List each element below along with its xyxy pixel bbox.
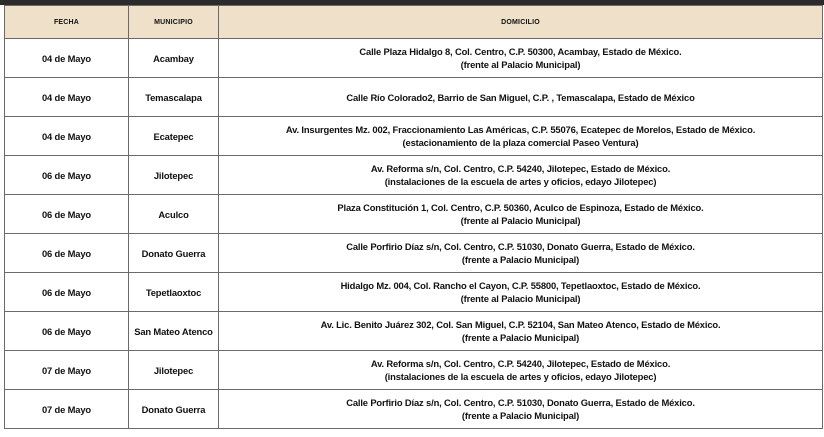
cell-domicilio	[219, 39, 823, 78]
cell-domicilio	[219, 195, 823, 234]
cell-domicilio	[219, 117, 823, 156]
domicilio-line: Av. Insurgentes Mz. 002, Fraccionamiento Las Américas, C.P. 55076, Ecatepec de Morelos, Estado de México.	[285, 124, 756, 135]
header-domicilio: DOMICILIO	[219, 6, 823, 39]
cell-municipio: Tepetlaoxtoc	[129, 273, 219, 312]
table-row	[5, 39, 823, 78]
cell-municipio: Donato Guerra	[129, 234, 219, 273]
domicilio-line: Av. Lic. Benito Juárez 302, Col. San Miguel, C.P. 52104, San Mateo Atenco, Estado de México.	[320, 319, 721, 330]
table-header	[5, 6, 823, 39]
cell-domicilio	[219, 156, 823, 195]
cell-domicilio	[219, 390, 823, 429]
domicilio-line: (instalaciones de la escuela de artes y oficios, edayo Jilotepec)	[384, 371, 657, 382]
domicilio-line: (frente a Palacio Municipal)	[461, 332, 580, 343]
cell-fecha: 06 de Mayo	[5, 312, 129, 351]
table-row	[5, 273, 823, 312]
cell-fecha: 06 de Mayo	[5, 156, 129, 195]
cell-fecha: 04 de Mayo	[5, 78, 129, 117]
cell-fecha: 07 de Mayo	[5, 390, 129, 429]
cell-fecha: 06 de Mayo	[5, 195, 129, 234]
domicilio-line: (frente al Palacio Municipal)	[460, 293, 581, 304]
table-row	[5, 390, 823, 429]
cell-municipio: Temascalapa	[129, 78, 219, 117]
cell-municipio: Aculco	[129, 195, 219, 234]
table-row	[5, 351, 823, 390]
domicilio-line: Calle Plaza Hidalgo 8, Col. Centro, C.P. 50300, Acambay, Estado de México.	[359, 46, 682, 57]
cell-fecha: 06 de Mayo	[5, 234, 129, 273]
table-row	[5, 234, 823, 273]
header-fecha: FECHA	[5, 6, 129, 39]
header-row	[5, 6, 823, 39]
schedule-table	[4, 5, 823, 429]
domicilio-line: (instalaciones de la escuela de artes y oficios, edayo Jilotepec)	[384, 176, 657, 187]
cell-municipio: Jilotepec	[129, 351, 219, 390]
cell-fecha: 04 de Mayo	[5, 117, 129, 156]
domicilio-line: Calle Porfirio Díaz s/n, Col. Centro, C.P. 51030, Donato Guerra, Estado de México.	[346, 241, 695, 252]
cell-municipio: San Mateo Atenco	[129, 312, 219, 351]
domicilio-line: (frente a Palacio Municipal)	[461, 410, 580, 421]
domicilio-line: Av. Reforma s/n, Col. Centro, C.P. 54240, Jilotepec, Estado de México.	[370, 163, 671, 174]
cell-fecha: 04 de Mayo	[5, 39, 129, 78]
cell-municipio: Ecatepec	[129, 117, 219, 156]
cell-municipio: Acambay	[129, 39, 219, 78]
cell-municipio: Donato Guerra	[129, 390, 219, 429]
cell-domicilio	[219, 78, 823, 117]
cell-municipio: Jilotepec	[129, 156, 219, 195]
domicilio-line: Hidalgo Mz. 004, Col. Rancho el Cayon, C.P. 55800, Tepetlaoxtoc, Estado de México.	[340, 280, 701, 291]
table-row	[5, 312, 823, 351]
table-row	[5, 195, 823, 234]
cell-domicilio	[219, 273, 823, 312]
domicilio-line: (estacionamiento de la plaza comercial Paseo Ventura)	[402, 137, 639, 148]
domicilio-line: Plaza Constitución 1, Col. Centro, C.P. 50360, Aculco de Espinoza, Estado de México.	[337, 202, 704, 213]
domicilio-line: (frente al Palacio Municipal)	[460, 59, 581, 70]
table-row	[5, 78, 823, 117]
domicilio-line: (frente al Palacio Municipal)	[460, 215, 581, 226]
domicilio-line: Av. Reforma s/n, Col. Centro, C.P. 54240, Jilotepec, Estado de México.	[370, 358, 671, 369]
cell-fecha: 07 de Mayo	[5, 351, 129, 390]
domicilio-line: Calle Porfirio Díaz s/n, Col. Centro, C.P. 51030, Donato Guerra, Estado de México.	[346, 397, 695, 408]
domicilio-line: Calle Río Colorado2, Barrio de San Miguel, C.P. , Temascalapa, Estado de México	[346, 91, 695, 103]
cell-domicilio	[219, 312, 823, 351]
domicilio-line: (frente a Palacio Municipal)	[461, 254, 580, 265]
header-municipio: MUNICIPIO	[129, 6, 219, 39]
table-row	[5, 117, 823, 156]
cell-domicilio	[219, 234, 823, 273]
table-row	[5, 156, 823, 195]
cell-fecha: 06 de Mayo	[5, 273, 129, 312]
table-body	[5, 39, 823, 429]
cell-domicilio	[219, 351, 823, 390]
